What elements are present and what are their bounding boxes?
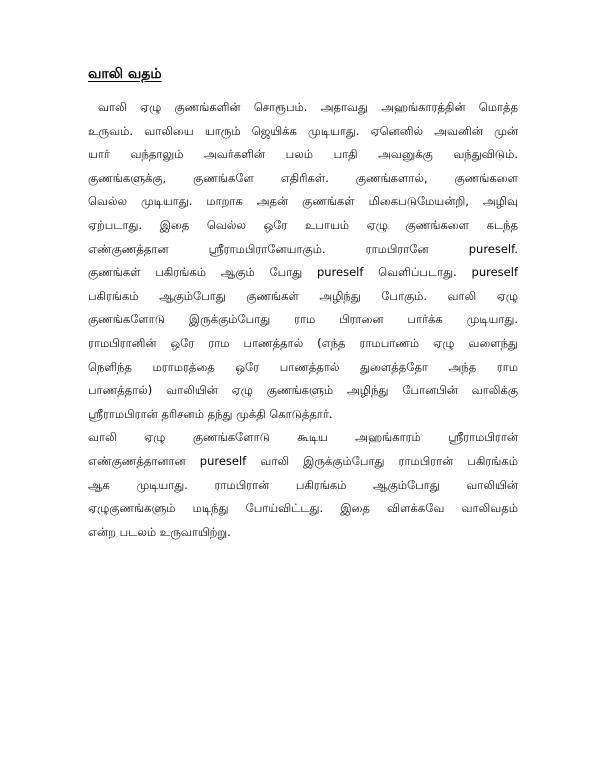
paragraph-line: எண்குணத்தானான pureself வாலி இருக்கும்போது ராமபிரான் பகிரங்கம் xyxy=(88,453,518,468)
paragraph-line: வாலி ஏழு குணங்களின் சொரூபம். அதாவது அஹங்காரத்தின் மொத்த xyxy=(98,100,518,114)
paragraph-line: ஏற்படாது. இதை வெல்ல ஒரே உபாயம் ஏழு குணங்களை கடந்த xyxy=(88,217,518,232)
paragraph-line: நெளிந்த மராமரத்தை ஒரே பாணத்தால் துளைத்ததோ அந்த ராம xyxy=(88,359,518,374)
paragraph-line: குணங்களுக்கு, குணங்களே எதிரிகள். குணங்களால், குணங்களை xyxy=(88,170,518,185)
paragraph-line: வெல்ல முடியாது. மாறாக அதன் குணங்கள் மிகைபடுமேயன்றி, அழிவு xyxy=(88,194,518,209)
paragraph-line: பாணத்தால்) வாலியின் ஏழு குணங்களும் அழிந்து போனபின் வாலிக்கு xyxy=(88,383,518,398)
paragraph-line: ஸ்ரீராமபிரான் தரிசனம் தந்து முக்தி கொடுத்தார். xyxy=(88,406,333,421)
paragraph-line: குணங்கள் பகிரங்கம் ஆகும் போது pureself வெளிப்படாது. pureself xyxy=(88,265,518,280)
paragraph-line: ராமபிரானின் ஒரே ராம பாணத்தால் (எந்த ராமபாணம் ஏழு வளைந்து xyxy=(88,335,518,350)
paragraph-line: ஆக முடியாது. ராமபிரான் பகிரங்கம் ஆகும்போது வாலியின் xyxy=(88,477,518,492)
document-body xyxy=(88,96,518,544)
paragraph-line: ஏழுகுணங்களும் மடிந்து போய்விட்டது. இதை விளக்கவே வாலிவதம் xyxy=(88,501,518,516)
document-title: வாலி வதம் xyxy=(88,66,162,82)
paragraph-line: குணங்களோடு இருக்கும்போது ராம பிரானை பார்க்க முடியாது. xyxy=(88,312,518,327)
paragraph-line: யார் வந்தாலும் அவர்களின் பலம் பாதி அவனுக்கு வந்துவிடும். xyxy=(88,147,518,162)
paragraph-line: என்ற படலம் உருவாயிற்று. xyxy=(88,524,231,539)
paragraph-line: எண்குணத்தான ஸ்ரீராமபிரானேயாகும். ராமபிரானே pureself. xyxy=(88,241,518,256)
paragraph-line: உருவம். வாலியை யாரும் ஜெயிக்க முடியாது. ஏனெனில் அவனின் முன் xyxy=(88,123,518,138)
paragraph-line: பகிரங்கம் ஆகும்போது குணங்கள் அழிந்து போகும். வாலி ஏழு xyxy=(88,288,518,303)
paragraph-line: வாலி ஏழு குணங்களோடு கூடிய அஹங்காரம் ஸ்ரீராமபிரான் xyxy=(88,430,518,445)
